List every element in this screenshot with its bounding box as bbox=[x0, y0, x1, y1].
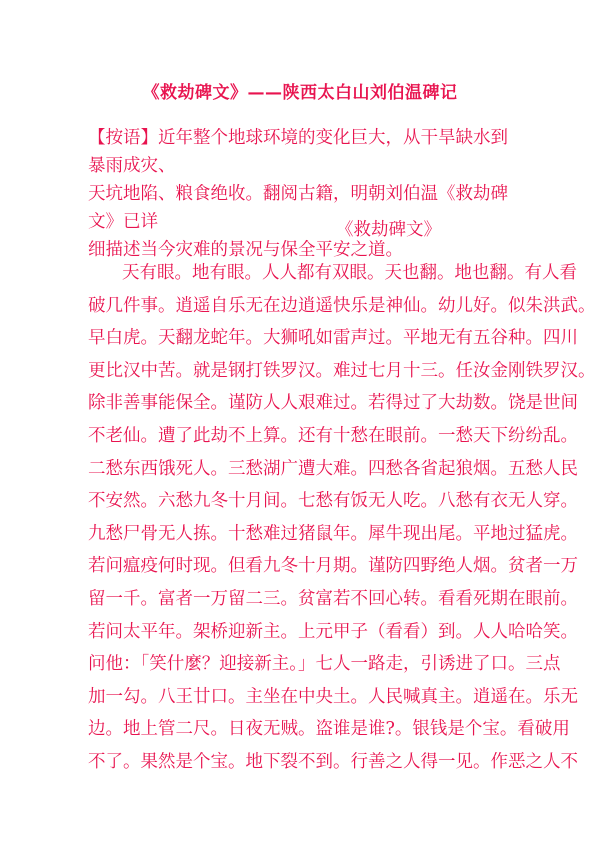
body-line: 边。地上管二尺。日夜无贼。盗谁是谁?。银钱是个宝。看破用 bbox=[88, 719, 570, 740]
document-title: 《救劫碑文》——陕西太白山刘伯温碑记 bbox=[142, 83, 458, 103]
body-line: 问他：「笑什麼？迎接新主。」七人一路走，引诱进了口。三点 bbox=[88, 654, 561, 675]
body-line: 加一勾。八王廿口。主坐在中央土。人民喊真主。逍遥在。乐无 bbox=[88, 686, 578, 707]
body-line: 天有眼。地有眼。人人都有双眼。天也翻。地也翻。有人看 bbox=[122, 263, 577, 283]
note-line: 天坑地陷、粮食绝收。翻阅古籍，明朝刘伯温《救劫碑文》已详 bbox=[88, 184, 508, 232]
body-line: 不安然。六愁九冬十月间。七愁有饭无人吃。八愁有衣无人穿。 bbox=[88, 491, 578, 512]
body-line: 二愁东西饿死人。三愁湖广遭大难。四愁各省起狼烟。五愁人民 bbox=[88, 458, 578, 479]
note-line: 细描述当今灾难的景况与保全平安之道。 bbox=[88, 240, 403, 260]
body-line: 不老仙。遭了此劫不上算。还有十愁在眼前。一愁天下纷纷乱。 bbox=[88, 425, 578, 446]
inscription-body bbox=[88, 261, 596, 783]
body-line: 除非善事能保全。谨防人人艰难过。若得过了大劫数。饶是世间 bbox=[88, 393, 578, 414]
body-line: 更比汉中苦。就是钢打铁罗汉。难过七月十三。任汝金刚铁罗汉。 bbox=[88, 360, 596, 381]
section-subtitle: 《救劫碑文》 bbox=[336, 220, 441, 240]
note-line: 【按语】近年整个地球环境的变化巨大，从干旱缺水到暴雨成灾、 bbox=[88, 128, 508, 176]
body-line: 九愁尸骨无人拣。十愁难过猪鼠年。犀牛现出尾。平地过猛虎。 bbox=[88, 523, 578, 544]
body-line: 若问太平年。架桥迎新主。上元甲子（看看）到。人人哈哈笑。 bbox=[88, 621, 578, 642]
body-line: 不了。果然是个宝。地下裂不到。行善之人得一见。作恶之人不 bbox=[88, 751, 578, 772]
editor-note bbox=[88, 124, 518, 264]
body-line: 留一千。富者一万留二三。贫富若不回心转。看看死期在眼前。 bbox=[88, 588, 578, 609]
body-line: 破几件事。逍遥自乐无在边逍遥快乐是神仙。幼儿好。似朱洪武。 bbox=[88, 295, 596, 316]
body-line: 早白虎。天翻龙蛇年。大狮吼如雷声过。平地无有五谷种。四川 bbox=[88, 328, 578, 349]
body-line: 若问瘟疫何时现。但看九冬十月期。谨防四野绝人烟。贫者一万 bbox=[88, 556, 578, 577]
